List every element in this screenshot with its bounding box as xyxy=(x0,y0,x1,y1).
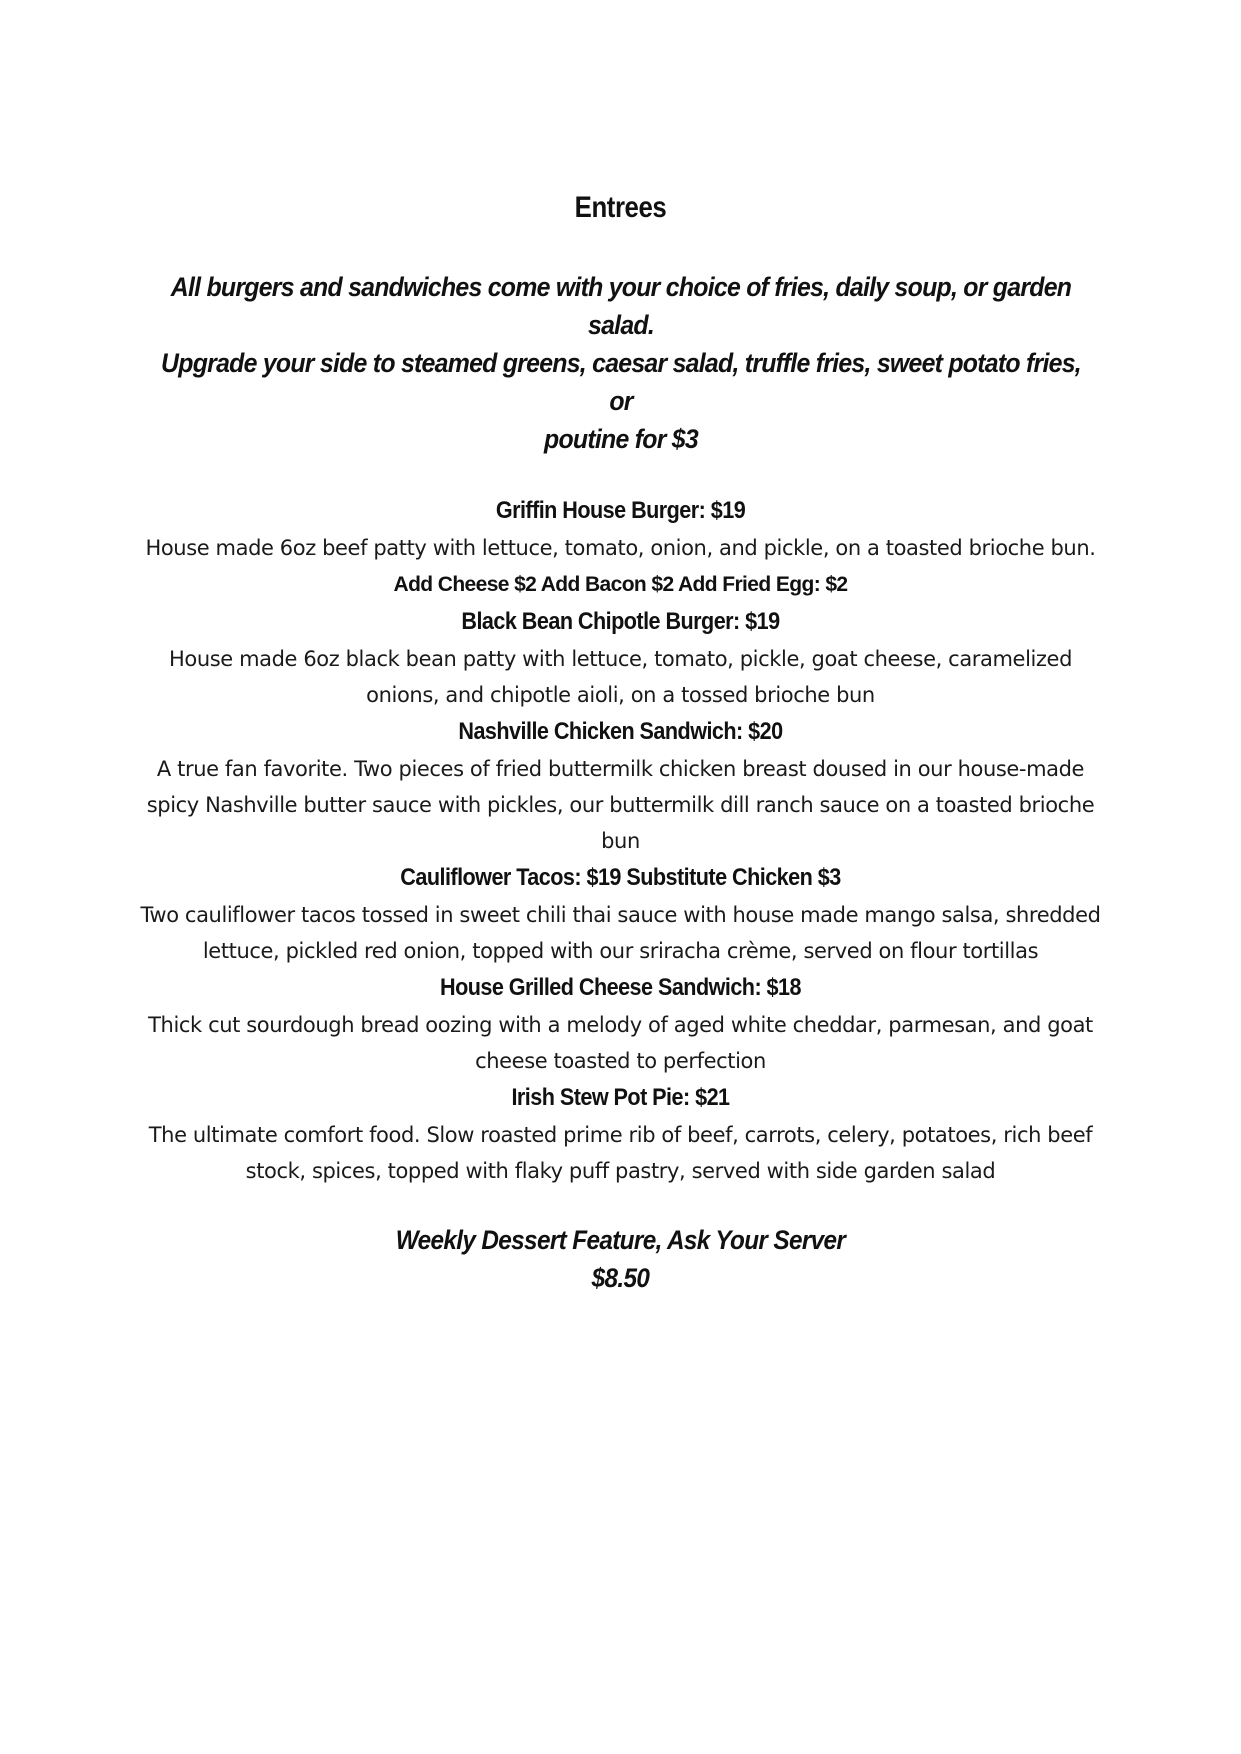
item-name: Griffin House Burger: $19 xyxy=(495,497,746,524)
item-name: Irish Stew Pot Pie: $21 xyxy=(511,1084,730,1111)
menu-item xyxy=(140,605,1101,713)
item-description-text: House made 6oz beef patty with lettuce, tomato, onion, and pickle, on a toasted brioche bun. xyxy=(145,536,1096,560)
menu-item xyxy=(140,494,1101,603)
item-description: Two cauliflower tacos tossed in sweet chili thai sauce with house made mango salsa, shredded lettuce, pickled red onion, topped with our sriracha crème, served on flour tortillas xyxy=(140,903,1101,963)
item-name: Nashville Chicken Sandwich: $20 xyxy=(458,718,783,745)
sides-intro xyxy=(156,268,1085,458)
item-name: Black Bean Chipotle Burger: $19 xyxy=(461,608,780,635)
item-name: Cauliflower Tacos: $19 Substitute Chicken $3 xyxy=(400,864,841,891)
section-title: Entrees xyxy=(574,191,667,224)
item-description: A true fan favorite. Two pieces of fried buttermilk chicken breast doused in our house-made spicy Nashville butter sauce with pickles, our buttermilk dill ranch sauce on a toasted brioche bun xyxy=(146,757,1095,853)
intro-line: poutine for $3 xyxy=(544,424,698,454)
dessert-title: Weekly Dessert Feature, Ask Your Server xyxy=(395,1225,846,1255)
item-description: Thick cut sourdough bread oozing with a melody of aged white cheddar, parmesan, and goat cheese toasted to perfection xyxy=(148,1013,1093,1073)
menu-content xyxy=(140,186,1101,1297)
item-description xyxy=(140,530,1101,603)
intro-line: Upgrade your side to steamed greens, caesar salad, truffle fries, sweet potato fries, or xyxy=(161,348,1081,416)
menu-item xyxy=(140,971,1101,1079)
menu-item xyxy=(140,1081,1101,1189)
dessert-price: $8.50 xyxy=(591,1263,650,1293)
item-description: House made 6oz black bean patty with lettuce, tomato, pickle, goat cheese, caramelized onions, and chipotle aioli, on a tossed brioche bun xyxy=(168,647,1073,707)
item-description: The ultimate comfort food. Slow roasted prime rib of beef, carrots, celery, potatoes, rich beef stock, spices, topped with flaky puff pastry, served with side garden salad xyxy=(148,1123,1093,1183)
item-addons: Add Cheese $2 Add Bacon $2 Add Fried Egg: $2 xyxy=(393,573,848,596)
dessert-feature xyxy=(188,1221,1053,1297)
item-name: House Grilled Cheese Sandwich: $18 xyxy=(440,974,801,1001)
menu-item xyxy=(140,861,1101,969)
intro-line: All burgers and sandwiches come with your choice of fries, daily soup, or garden salad. xyxy=(170,272,1072,340)
menu-items xyxy=(140,494,1101,1189)
menu-item xyxy=(140,715,1101,859)
